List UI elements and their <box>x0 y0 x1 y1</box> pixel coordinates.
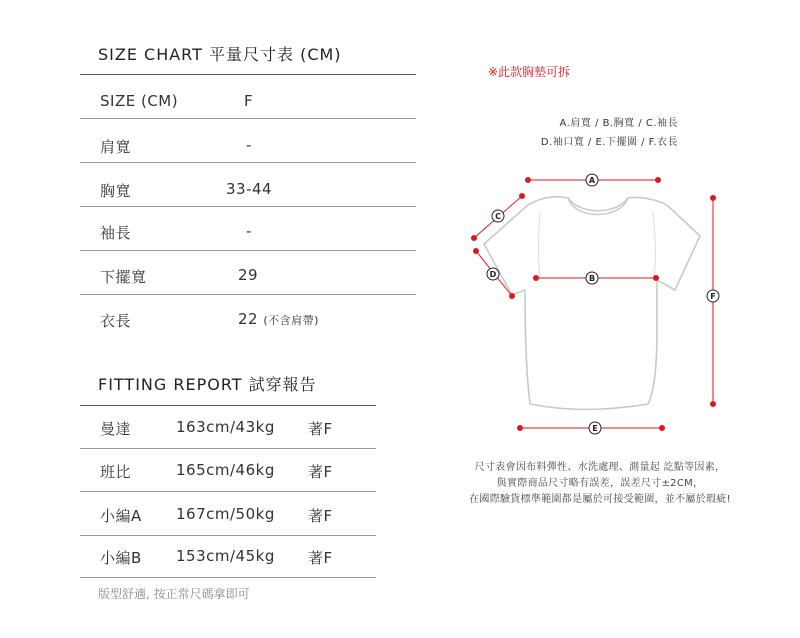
fitting-measure: 167cm/50kg <box>176 505 275 523</box>
size-row-value: - <box>246 222 252 240</box>
measure-dot <box>474 249 479 254</box>
size-row-value-number: 22 <box>238 310 259 328</box>
measure-dot <box>472 236 477 241</box>
size-row-note: (不含肩帶) <box>263 314 319 327</box>
disclaimer-line-1: 尺寸表會因布料彈性、水洗處理、測量起 訖點等因素， <box>474 462 726 473</box>
marker-f: F <box>710 292 716 301</box>
tshirt-seam <box>539 212 656 278</box>
measure-dot <box>656 178 661 183</box>
measure-dot <box>711 196 716 201</box>
size-row-label: 袖長 <box>100 224 132 242</box>
size-row-label: 胸寬 <box>100 182 132 200</box>
size-header-label: SIZE (CM) <box>100 92 179 110</box>
measure-dot <box>510 294 515 299</box>
fitting-measure: 153cm/45kg <box>176 547 275 565</box>
measure-dot <box>711 402 716 407</box>
fitting-name: 小編B <box>100 549 142 567</box>
measure-dot <box>660 426 665 431</box>
size-row-label: 衣長 <box>100 312 132 330</box>
size-row-value: 29 <box>238 266 259 284</box>
size-row-value: 33-44 <box>226 180 273 198</box>
measure-dot <box>654 276 659 281</box>
fitting-name: 班比 <box>100 463 132 481</box>
measure-dot <box>526 178 531 183</box>
size-row-value: - <box>246 136 252 154</box>
disclaimer-line-2: 與實際商品尺寸略有誤差，誤差尺寸±2CM， <box>496 478 704 489</box>
fitting-wear: 著F <box>308 549 333 567</box>
removable-pad-note: ※此款胸墊可拆 <box>488 65 571 79</box>
measure-dot <box>534 276 539 281</box>
measure-dot <box>520 194 525 199</box>
marker-c: C <box>495 212 501 221</box>
marker-a: A <box>588 176 596 185</box>
measure-dot <box>518 426 523 431</box>
size-header-value: F <box>244 92 254 110</box>
fitting-wear: 著F <box>308 420 333 438</box>
marker-d: D <box>489 270 497 279</box>
fitting-report-title: FITTING REPORT 試穿報告 <box>98 375 317 394</box>
disclaimer-line-3: 在國際驗貨標準範圍都是屬於可接受範圍，並不屬於瑕疵! <box>469 494 731 505</box>
fitting-measure: 163cm/43kg <box>176 418 275 436</box>
fitting-name: 曼達 <box>100 420 132 438</box>
legend-line-2: D.袖口寬 / E.下擺圍 / F.衣長 <box>540 137 678 148</box>
fitting-wear: 著F <box>308 507 333 525</box>
fitting-name: 小編A <box>100 507 142 525</box>
legend-line-1: A.肩寬 / B.胸寬 / C.袖長 <box>559 118 678 129</box>
size-row-label: 下擺寬 <box>100 268 147 286</box>
fitting-measure: 165cm/46kg <box>176 461 275 479</box>
marker-e: E <box>592 424 598 433</box>
size-row-label: 肩寬 <box>100 138 132 156</box>
fitting-footnote: 版型舒適, 按正常尺碼拿即可 <box>98 587 250 601</box>
size-chart-title: SIZE CHART 平量尺寸表 (CM) <box>98 45 342 64</box>
marker-b: B <box>588 274 596 283</box>
fitting-wear: 著F <box>308 463 333 481</box>
tshirt-outline <box>484 197 700 410</box>
